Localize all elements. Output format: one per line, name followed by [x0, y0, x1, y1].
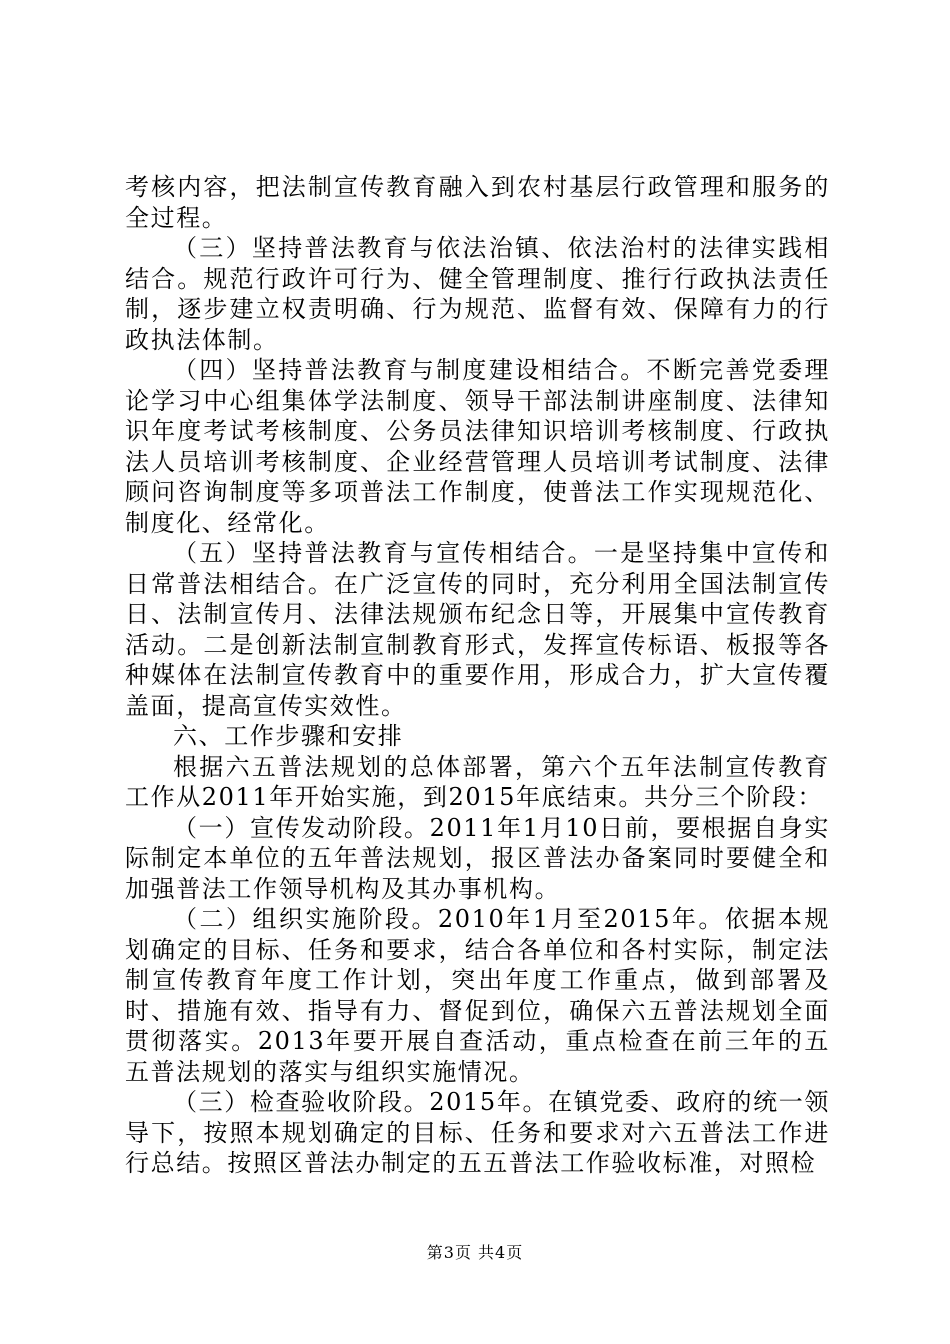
- paragraph-principle-5: （五）坚持普法教育与宣传相结合。一是坚持集中宣传和日常普法相结合。在广泛宣传的同时，充分利用全国法制宣传日、法制宣传月、法律法规颁布纪念日等，开展集中宣传教育活动。二是创新法制宣制教育形式，发挥宣传标语、板报等各种媒体在法制宣传教育中的重要作用，形成合力，扩大宣传覆盖面，提高宣传实效性。: [125, 539, 830, 720]
- paragraph-stage-1: （一）宣传发动阶段。2011年1月10日前，要根据自身实际制定本单位的五年普法规划，报区普法办备案同时要健全和加强普法工作领导机构及其办事机构。: [125, 813, 830, 903]
- paragraph-overview: 根据六五普法规划的总体部署，第六个五年法制宣传教育工作从2011年开始实施，到2015年底结束。共分三个阶段：: [125, 752, 830, 811]
- paragraph-continuation: 考核内容，把法制宣传教育融入到农村基层行政管理和服务的全过程。: [125, 173, 830, 232]
- paragraph-principle-3: （三）坚持普法教育与依法治镇、依法治村的法律实践相结合。规范行政许可行为、健全管理制度、推行行政执法责任制，逐步建立权责明确、行为规范、监督有效、保障有力的行政执法体制。: [125, 234, 830, 354]
- document-body: [125, 172, 830, 1179]
- paragraph-stage-2: （二）组织实施阶段。2010年1月至2015年。依据本规划确定的目标、任务和要求，结合各单位和各村实际，制定法制宣传教育年度工作计划，突出年度工作重点，做到部署及时、措施有效、指导有力、督促到位，确保六五普法规划全面贯彻落实。2013年要开展自查活动，重点检查在前三年的五五普法规划的落实与组织实施情况。: [125, 905, 830, 1086]
- section-heading: 六、工作步骤和安排: [173, 722, 404, 750]
- page-number-footer: 第3页 共4页: [426, 1243, 524, 1262]
- paragraph-principle-4: （四）坚持普法教育与制度建设相结合。不断完善党委理论学习中心组集体学法制度、领导干部法制讲座制度、法律知识年度考试考核制度、公务员法律知识培训考核制度、行政执法人员培训考核制度、企业经营管理人员培训考试制度、法律顾问咨询制度等多项普法工作制度，使普法工作实现规范化、制度化、经常化。: [125, 356, 830, 537]
- paragraph-stage-3: （三）检查验收阶段。2015年。在镇党委、政府的统一领导下，按照本规划确定的目标、任务和要求对六五普法工作进行总结。按照区普法办制定的五五普法工作验收标准，对照检: [125, 1088, 830, 1177]
